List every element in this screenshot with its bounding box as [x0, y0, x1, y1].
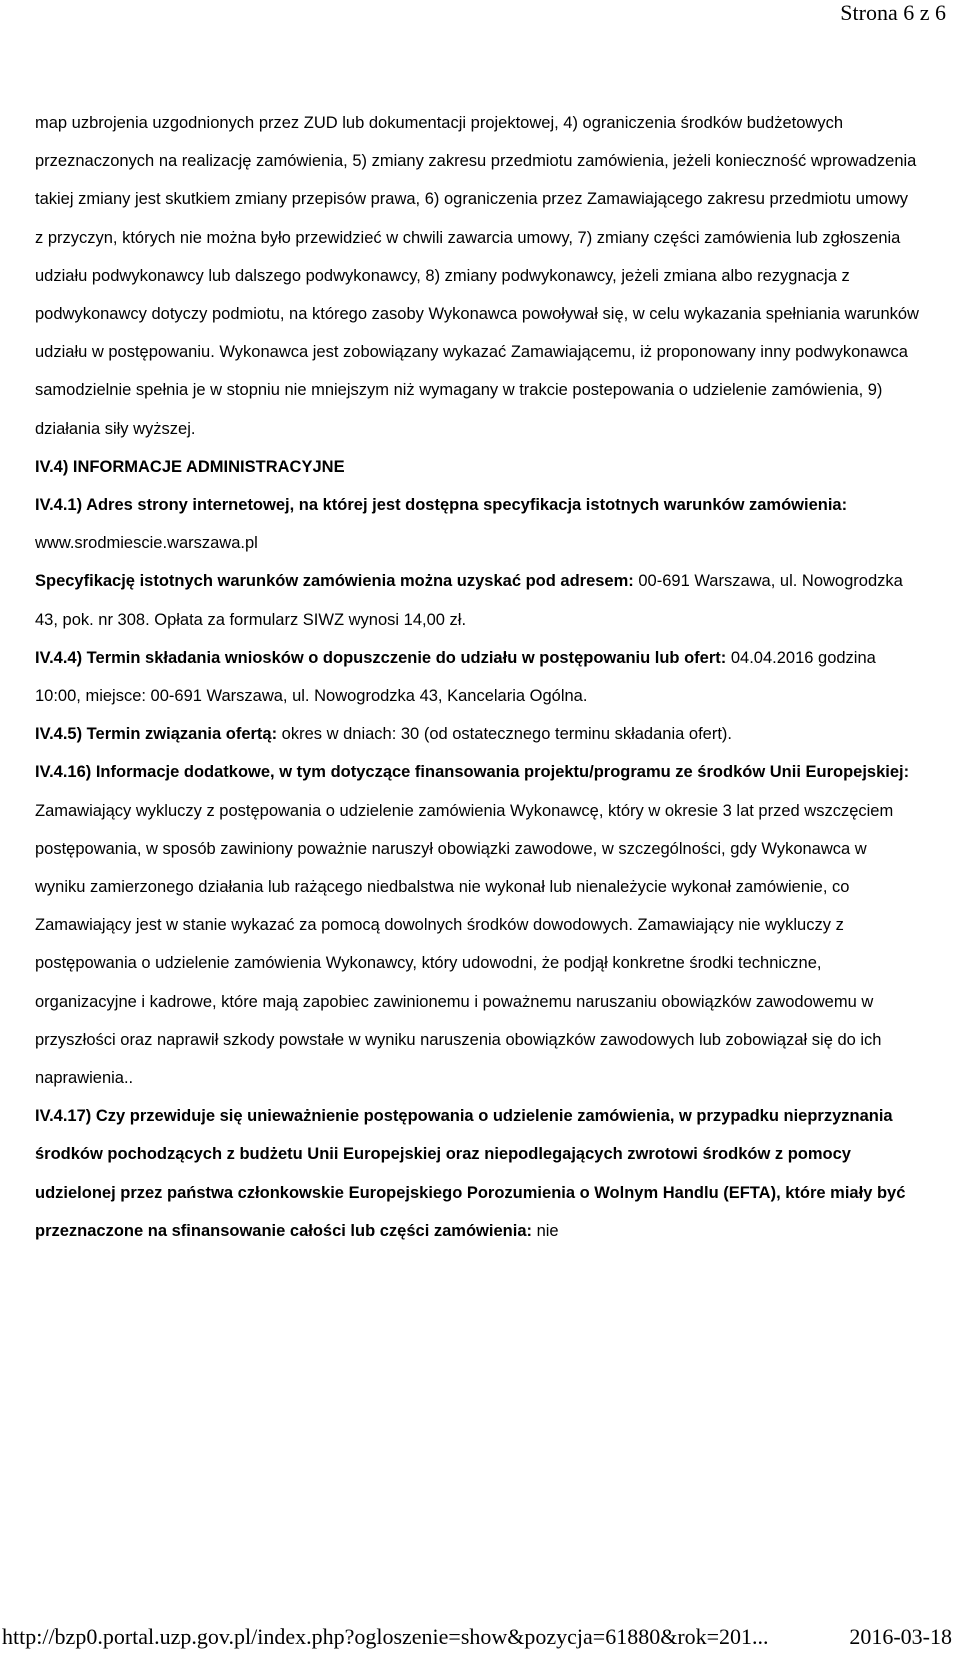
item-iv-4-1 — [35, 486, 920, 562]
page-number: Strona 6 z 6 — [840, 0, 946, 25]
item-value: 04.04.2016 godzina 10:00, miejsce: 00-691 Warszawa, ul. Nowogrodzka 43, Kancelaria Ogólna. — [35, 648, 876, 706]
paragraph-changes: map uzbrojenia uzgodnionych przez ZUD lub dokumentacji projektowej, 4) ograniczenia środków budżetowych przeznaczonych na realizację zamówienia, 5) zmiany zakresu przedmiotu zamówienia, jeżeli konieczność wprowadzenia takiej zmiany jest skutkiem zmiany przepisów prawa, 6) ograniczenia przez Zamawiającego zakresu przedmiotu umowy z przyczyn, których nie można było przewidzieć w chwili zawarcia umowy, 7) zmiany części zamówienia lub zgłoszenia udziału podwykonawcy lub dalszego podwykonawcy, 8) zmiany podwykonawcy, jeżeli zmiana albo rezygnacja z podwykonawcy dotyczy podmiotu, na którego zasoby Wykonawca powoływał się, w celu wykazania spełniania warunków udziału w postępowaniu. Wykonawca jest zobowiązany wykazać Zamawiającemu, iż proponowany inny podwykonawca samodzielnie spełnia je w stopniu nie mniejszym niż wymagany w trakcie postepowania o udzielenie zamówienia, 9) działania siły wyższej. — [35, 114, 919, 438]
item-value: okres w dniach: 30 (od ostatecznego terminu składania ofert). — [277, 725, 732, 744]
item-siwz-address — [35, 562, 920, 638]
document-body — [35, 104, 920, 1250]
item-value: 00-691 Warszawa, ul. Nowogrodzka 43, pok. nr 308. Opłata za formularz SIWZ wynosi 14,00 zł. — [35, 572, 903, 629]
item-value: nie — [532, 1221, 559, 1240]
item-iv-4-5 — [35, 715, 920, 753]
item-iv-4-4 — [35, 639, 920, 715]
footer-url: http://bzp0.portal.uzp.gov.pl/index.php?ogloszenie=show&pozycja=61880&rok=201... — [2, 1624, 769, 1649]
item-label: IV.4.4) Termin składania wniosków o dopuszczenie do udziału w postępowaniu lub ofert: — [35, 648, 727, 667]
item-label: IV.4.1) Adres strony internetowej, na której jest dostępna specyfikacja istotnych warunków zamówienia: — [35, 496, 848, 515]
item-label: IV.4.17) Czy przewiduje się unieważnienie postępowania o udzielenie zamówienia, w przypadku nieprzyznania środków pochodzących z budżetu Unii Europejskiej oraz niepodlegających zwrotowi środków z pomocy udzielonej przez państwa członkowskie Europejskiego Porozumienia o Wolnym Handlu (EFTA), które miały być przeznaczone na sfinansowanie całości lub części zamówienia: — [35, 1107, 906, 1240]
section-heading: IV.4) INFORMACJE ADMINISTRACYJNE — [35, 457, 345, 476]
item-iv-4-16 — [35, 753, 920, 1097]
item-label: IV.4.16) Informacje dodatkowe, w tym dotyczące finansowania projektu/programu ze środków Unii Europejskiej: — [35, 763, 910, 782]
item-label: IV.4.5) Termin związania ofertą: — [35, 725, 278, 744]
footer-date: 2016-03-18 — [849, 1624, 952, 1649]
item-value: Zamawiający wykluczy z postępowania o udzielenie zamówienia Wykonawcę, który w okresie 3 lat przed wszczęciem postępowania, w sposób zawiniony poważnie naruszył obowiązki zawodowe, w szczególności, gdy Wykonawca w wyniku zamierzonego działania lub rażącego niedbalstwa nie wykonał lub nienależycie wykonał zamówienie, co Zamawiający jest w stanie wykazać za pomocą dowolnych środków dowodowych. Zamawiający nie wykluczy z postępowania o udzielenie zamówienia Wykonawcy, który udowodni, że podjął konkretne środki techniczne, organizacyjne i kadrowe, które mają zapobiec zawinionemu i poważnemu naruszaniu obowiązków zawodowemu w przyszłości oraz naprawił szkody powstałe w wyniku naruszenia obowiązków zawodowych lub zobowiązał się do ich naprawienia.. — [35, 801, 894, 1088]
item-iv-4-17 — [35, 1097, 920, 1250]
item-value: www.srodmiescie.warszawa.pl — [35, 534, 258, 553]
item-label: Specyfikację istotnych warunków zamówienia można uzyskać pod adresem: — [35, 572, 634, 591]
